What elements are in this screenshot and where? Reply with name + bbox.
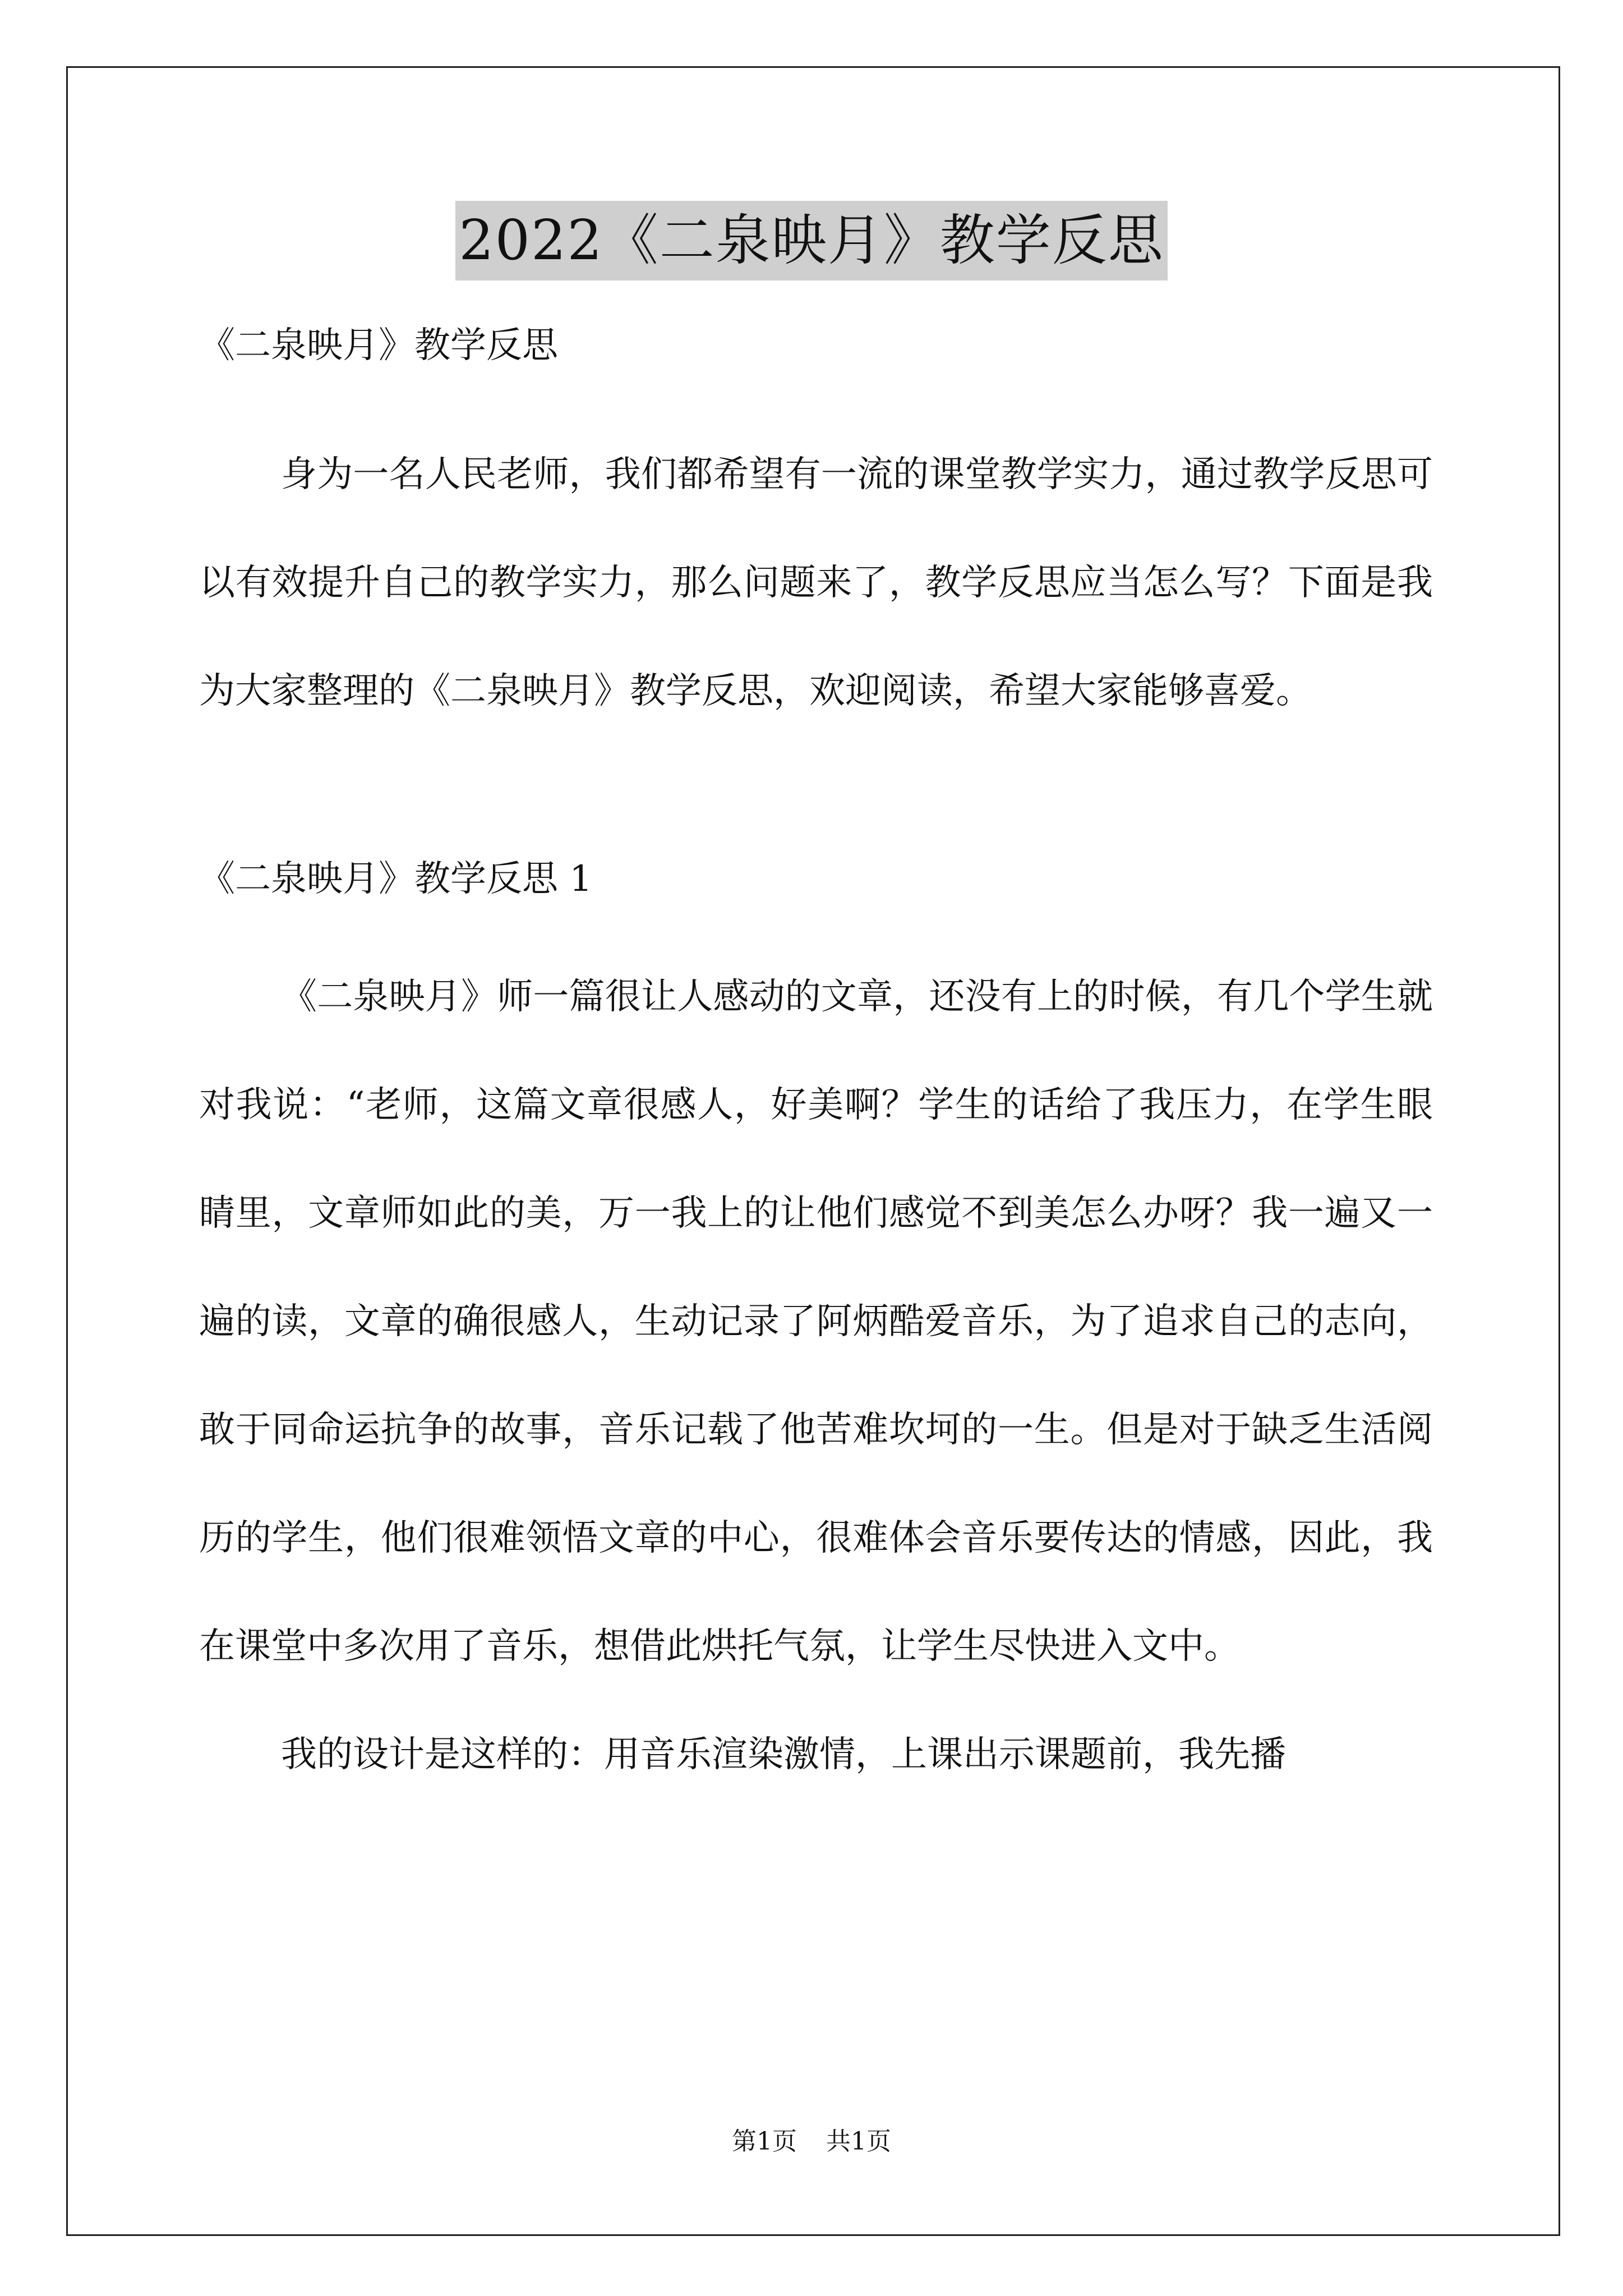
- section-heading-1: 《二泉映月》教学反思 1: [199, 858, 593, 900]
- spacer: [199, 746, 1433, 852]
- page-number-total: 共1页: [826, 2127, 891, 2156]
- body-paragraph: 《二泉映月》师一篇很让人感动的文章，还没有上的时候，有几个学生就对我说：“老师，这篇文章很感人，好美啊？学生的话给了我压力，在学生眼睛里，文章师如此的美，万一我上的让他们感觉不到美怎么办呀？我一遍又一遍的读，文章的确很感人，生动记录了阿炳酷爱音乐，为了追求自己的志向，敢于同命运抗争的故事，音乐记载了他苦难坎坷的一生。但是对于缺乏生活阅历的学生，他们很难领悟文章的中心，很难体会音乐要传达的情感，因此，我在课堂中多次用了音乐，想借此烘托气氛，让学生尽快进入文中。: [199, 976, 1433, 1667]
- intro-paragraph: 身为一名人民老师，我们都希望有一流的课堂教学实力，通过教学反思可以有效提升自己的教学实力，那么问题来了，教学反思应当怎么写？下面是我为大家整理的《二泉映月》教学反思，欢迎阅读，希望大家能够喜爱。: [199, 454, 1433, 712]
- document-body: [199, 319, 1433, 1809]
- document-title: 2022《二泉映月》教学反思: [455, 201, 1167, 280]
- page-number-current: 第1页: [732, 2127, 797, 2156]
- body-paragraph: 我的设计是这样的：用音乐渲染激情，上课出示课题前，我先播: [281, 1734, 1286, 1775]
- section-heading-intro: 《二泉映月》教学反思: [199, 325, 558, 366]
- title-container: [0, 201, 1623, 280]
- spacer: [199, 906, 1433, 943]
- page-footer: [0, 2125, 1623, 2159]
- spacer: [199, 372, 1433, 421]
